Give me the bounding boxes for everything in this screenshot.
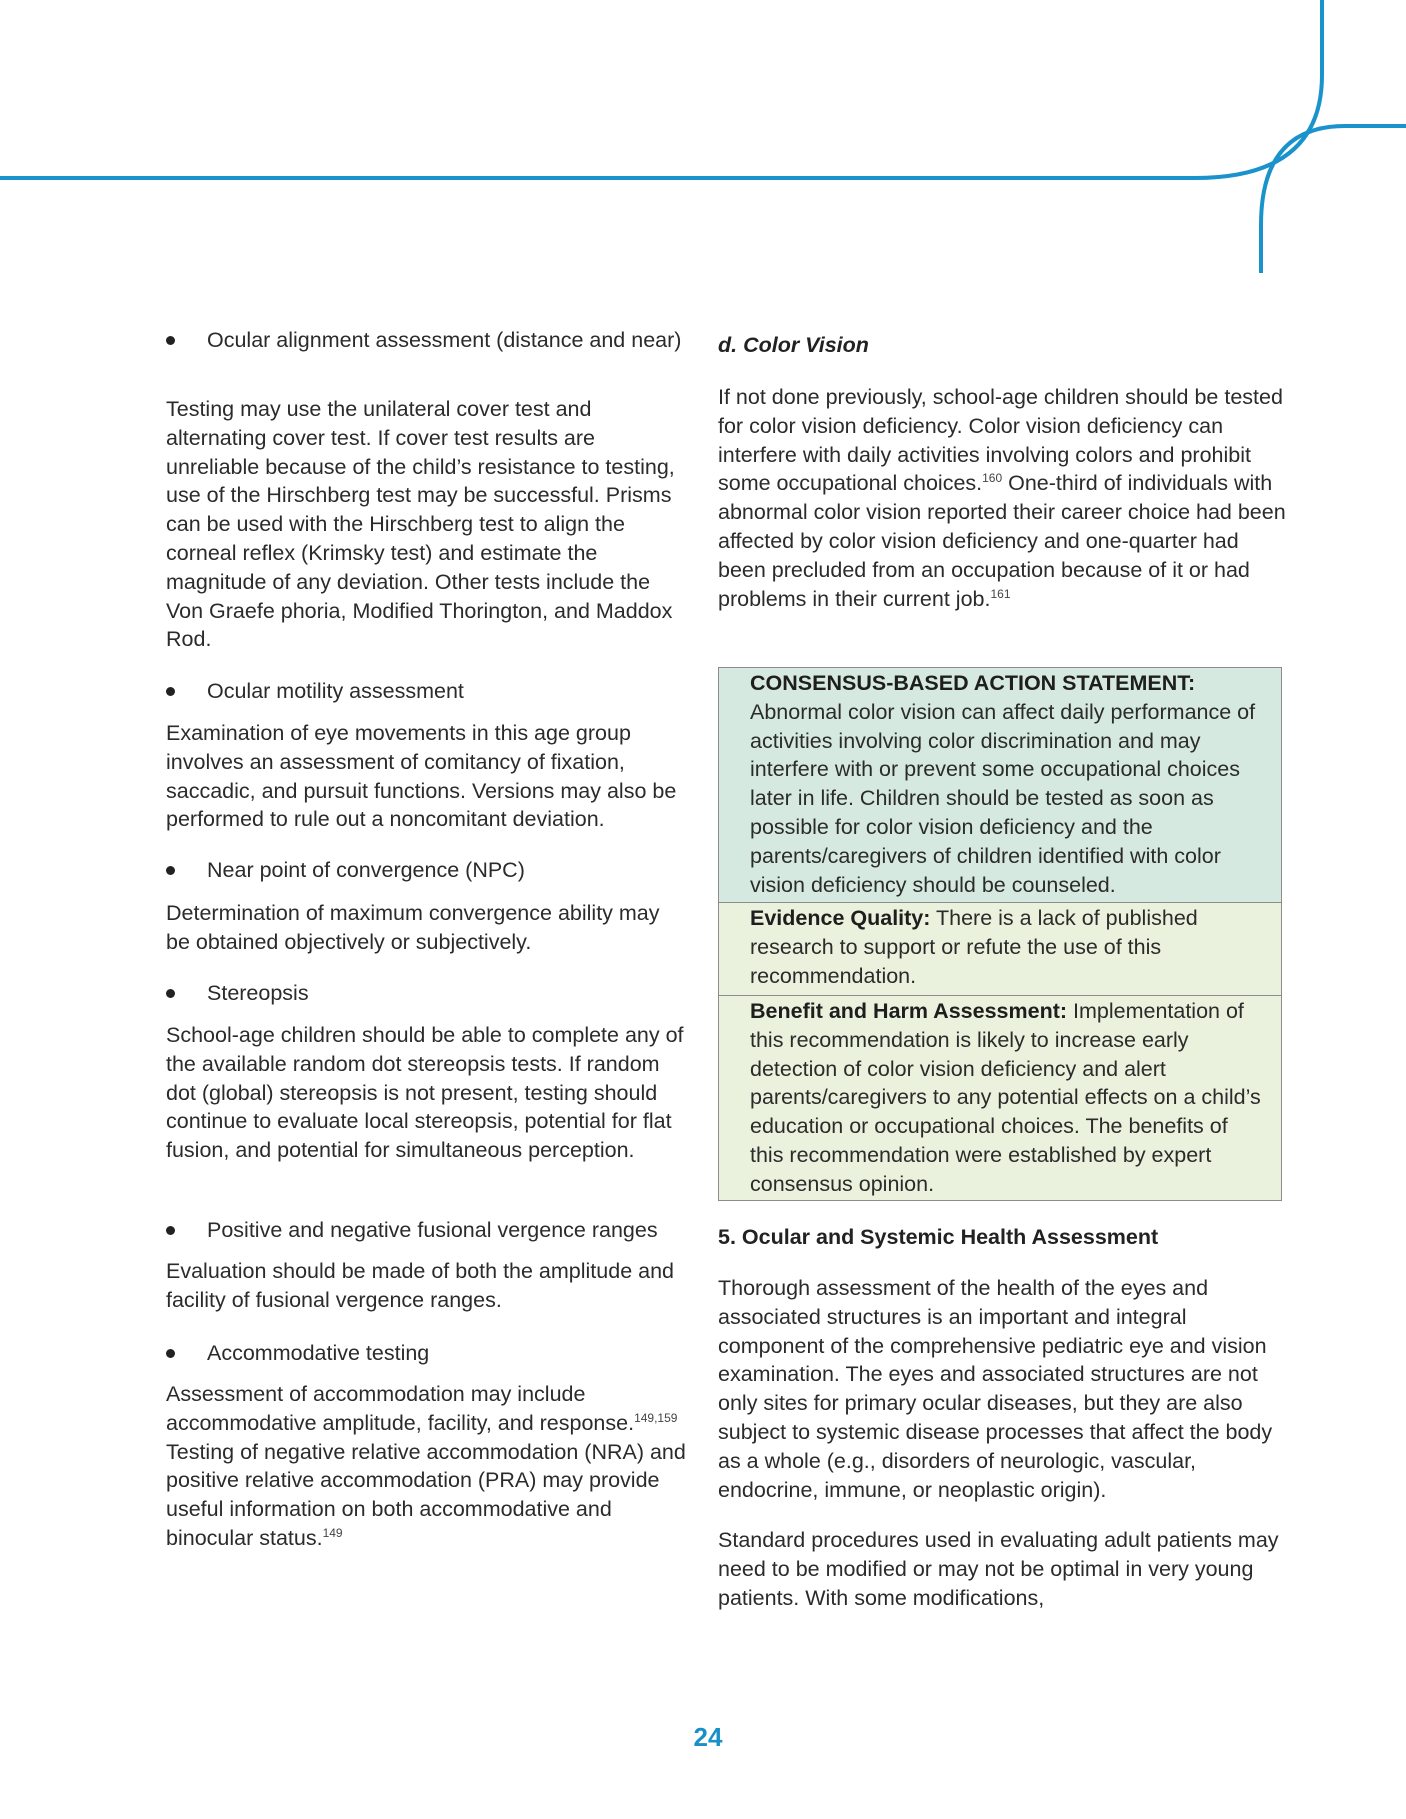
bullet-ocular-motility: Ocular motility assessment [166,677,686,706]
paragraph-color-vision: If not done previously, school-age children should be tested for color vision deficiency. Color vision deficiency can interfere with daily activities involving colors and prohibit some occupational choices.$^{160}$ One-third of individuals with abnormal color vision reported their career choice had been affected by color vision deficiency and one-quarter had been precluded from an occupation because of it or had problems in their current job.$^{161}$ [718,385,1286,611]
citation: 149 [322,1525,343,1540]
benefit-harm-section [719,996,1281,1200]
evidence-quality-label: Evidence Quality: [750,906,931,930]
benefit-harm-text: Implementation of this recommendation is likely to increase early detection of color vision deficiency and alert parents/caregivers to any potential effects on a child’s education or occupational choices. The benefits of this recommendation were established by expert consensus opinion. [750,999,1261,1196]
paragraph-ocular-motility: Examination of eye movements in this age group involves an assessment of comitancy of fixation, saccadic, and pursuit functions. Versions may also be performed to rule out a noncomitant deviation. [166,721,677,832]
paragraph-stereopsis: School-age children should be able to complete any of the available random dot stereopsis tests. If random dot (global) stereopsis is not present, testing should continue to evaluate local stereopsis, potential for flat fusion, and potential for simultaneous perception. [166,1023,684,1163]
bullet-stereopsis: Stereopsis [166,979,686,1008]
paragraph-accommodative-testing: Assessment of accommodation may include accommodative amplitude, facility, and response.$^{149,159}$ Testing of negative relative accommodation (NRA) and positive relative accommodation (PRA) may provide useful information on both accommodative and binocular status.$^{149}$ [166,1382,686,1550]
page-number: 24 [693,1722,723,1752]
benefit-harm-label: Benefit and Harm Assessment: [750,999,1068,1023]
header-decorative-lines [0,0,1406,300]
bullet-icon [166,687,175,696]
consensus-action-statement-box [718,667,1282,1201]
evidence-quality-section [719,903,1281,996]
bullet-icon [166,1226,175,1235]
paragraph-health-assessment-2: Standard procedures used in evaluating adult patients may need to be modified or may not be optimal in very young patients. With some modifications, [718,1528,1279,1610]
bullet-icon [166,989,175,998]
evidence-quality-text: There is a lack of published research to support or refute the use of this recommendation. [750,906,1198,988]
bullet-npc: Near point of convergence (NPC) [166,856,686,885]
citation: 161 [990,586,1011,601]
action-statement-title: CONSENSUS-BASED ACTION STATEMENT: [750,671,1196,695]
paragraph-fusional-vergence: Evaluation should be made of both the amplitude and facility of fusional vergence ranges. [166,1259,675,1312]
heading-color-vision: d. Color Vision [718,333,869,357]
bullet-icon [166,1349,175,1358]
paragraph-npc: Determination of maximum convergence ability may be obtained objectively or subjectively. [166,901,660,954]
citation: 160 [982,471,1003,486]
bullet-icon [166,866,175,875]
bullet-ocular-alignment: Ocular alignment assessment (distance and near) [166,326,686,355]
paragraph-health-assessment-1: Thorough assessment of the health of the eyes and associated structures is an important and integral component of the comprehensive pediatric eye and vision examination. The eyes and associated structures are not only sites for primary ocular diseases, but they are also subject to systemic disease processes that affect the body as a whole (e.g., disorders of neurologic, vascular, endocrine, immune, or neoplastic origin). [718,1276,1273,1502]
bullet-fusional-vergence: Positive and negative fusional vergence ranges [166,1216,726,1245]
bullet-accommodative-testing: Accommodative testing [166,1339,686,1368]
paragraph-ocular-alignment: Testing may use the unilateral cover test and alternating cover test. If cover test results are unreliable because of the child’s resistance to testing, use of the Hirschberg test may be successful. Prisms can be used with the Hirschberg test to align the corneal reflex (Krimsky test) and estimate the magnitude of any deviation. Other tests include the Von Graefe phoria, Modified Thorington, and Maddox Rod. [166,397,675,652]
citation: 149,159 [634,1410,678,1425]
bullet-icon [166,336,175,345]
heading-section-5: 5. Ocular and Systemic Health Assessment [718,1225,1159,1249]
action-statement-text: Abnormal color vision can affect daily performance of activities involving color discrimination and may interfere with or prevent some occupational choices later in life. Children should be tested as soon as possible for color vision deficiency and the parents/caregivers of children identified with color vision deficiency should be counseled. [750,699,1256,897]
action-statement-section [719,668,1281,903]
